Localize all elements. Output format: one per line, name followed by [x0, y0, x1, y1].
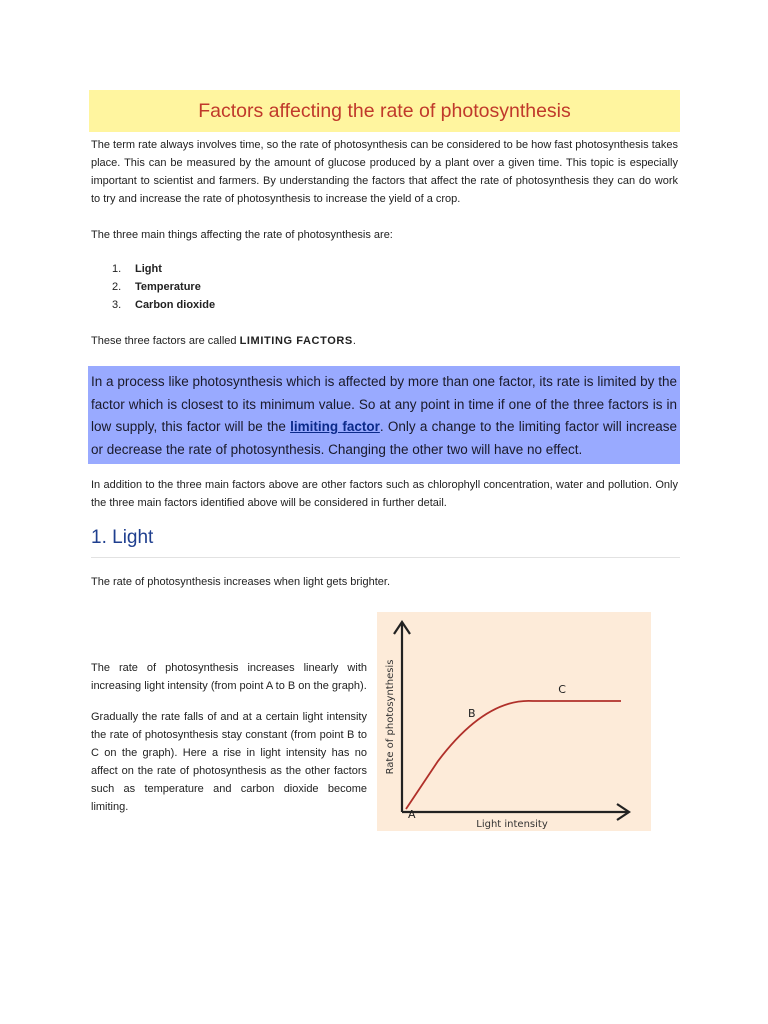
x-axis-label: Light intensity [476, 819, 548, 830]
list-number: 1. [112, 263, 122, 275]
y-axis-label: Rate of photosynthesis [385, 659, 396, 775]
additional-factors-paragraph: In addition to the three main factors above are other factors such as chlorophyll concentration, water and pollution. Only the three main factors identified above will be considered in further detail. [91, 479, 678, 509]
factor-temperature: Temperature [135, 281, 201, 293]
limiting-prefix: These three factors are called [91, 335, 240, 347]
light-intensity-chart [377, 612, 651, 831]
point-label-b: B [468, 707, 476, 720]
section-heading-light: 1. Light [91, 527, 680, 558]
series-line [406, 701, 621, 809]
limiting-factor-link[interactable]: limiting factor [290, 419, 380, 434]
list-number: 3. [112, 299, 122, 311]
linear-increase-paragraph: The rate of photosynthesis increases linearly with increasing light intensity (from point A to B on the graph). [91, 662, 367, 692]
point-label-a: A [408, 808, 416, 821]
list-item [91, 296, 215, 314]
callout-text-after: . Only a change to the limiting factor will increase or decrease the rate of photosynthesis. Changing the other two will have no effect. [91, 419, 677, 457]
limiting-term: LIMITING FACTORS [239, 335, 353, 347]
plateau-paragraph: Gradually the rate falls of and at a certain light intensity the rate of photosynthesis stay constant (from point B to C on the graph). Here a rise in light intensity has no affect on the rate of photosynthesis as the other factors such as temperature and carbon dioxide become limiting. [91, 711, 367, 813]
page-title: Factors affecting the rate of photosynthesis [198, 99, 571, 122]
point-label-c: C [558, 683, 566, 696]
factors-list [91, 260, 215, 314]
list-item [91, 278, 215, 296]
chart-svg [377, 612, 651, 831]
light-rate-sentence: The rate of photosynthesis increases when light gets brighter. [91, 576, 391, 588]
factor-carbon-dioxide: Carbon dioxide [135, 299, 216, 311]
intro-paragraph: The term rate always involves time, so the rate of photosynthesis can be considered to be how fast photosynthesis takes place. This can be measured by the amount of glucose produced by a plant over a given time. This topic is especially important to scientist and farmers. By understanding the factors that affect the rate of photosynthesis they can do work to try and increase the rate of photosynthesis to increase the yield of a crop. [91, 139, 678, 205]
list-number: 2. [112, 281, 122, 293]
limiting-factor-callout [88, 366, 680, 464]
list-item [91, 260, 215, 278]
factors-intro: The three main things affecting the rate of photosynthesis are: [91, 229, 393, 241]
factor-light: Light [135, 263, 162, 275]
title-banner [89, 90, 680, 132]
callout-text-before: In a process like photosynthesis which is affected by more than one factor, its rate is limited by the factor which is closest to its minimum value. So at any point in time if one of the three factors is in low supply, this factor will be the [91, 374, 677, 434]
limiting-factors-sentence [91, 332, 678, 350]
limiting-suffix: . [352, 335, 356, 347]
